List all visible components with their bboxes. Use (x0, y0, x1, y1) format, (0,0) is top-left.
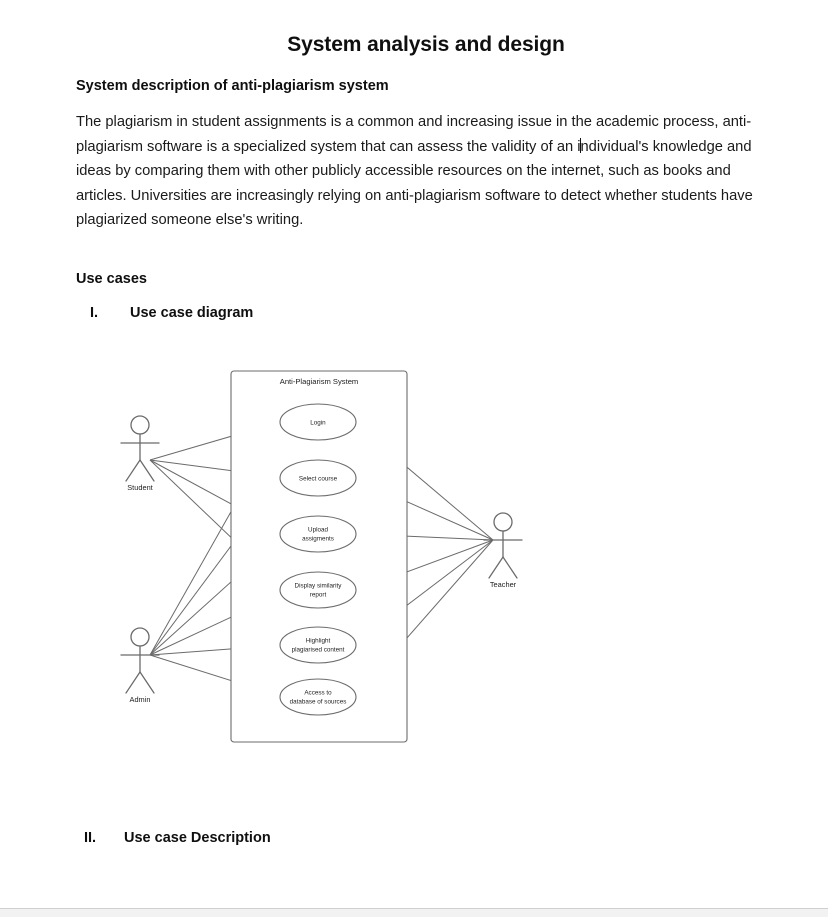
heading-use-case-diagram (90, 305, 410, 325)
heading-use-case-description (84, 830, 424, 850)
use-case-diagram (108, 362, 538, 752)
actor-teacher[interactable] (484, 513, 522, 589)
actor-admin[interactable] (121, 628, 159, 704)
actor-label-admin: Admin (129, 695, 151, 704)
actor-head-icon (494, 513, 512, 531)
actor-label-teacher: Teacher (489, 580, 517, 589)
actor-head-icon (131, 416, 149, 434)
heading-number-ii: II. (84, 830, 97, 846)
page-title: System analysis and design (287, 33, 565, 56)
heading-number-i: I. (90, 305, 99, 321)
paragraph-text-before-caret: The plagiarism in student assignments is a common and increasing issue in the academic process, anti-plagiarism software is a specialized system that can assess the validity of an i (76, 114, 752, 155)
actor-label-student: Student (127, 483, 153, 492)
ellipse-shape (280, 572, 356, 608)
ellipse-shape (280, 516, 356, 552)
use-case-ellipse-access-to-database-of-sources[interactable] (280, 679, 356, 715)
section-heading-use-cases: Use cases (76, 271, 147, 287)
section-heading-system-description: System description of anti-plagiarism system (76, 78, 389, 94)
use-case-label-upload-line2: assigments (302, 535, 334, 543)
use-case-label-access-line2: database of sources (289, 698, 347, 706)
use-case-label-upload-line1: Upload (308, 526, 328, 534)
use-case-label-highlight-line2: plagiarised content (291, 646, 345, 654)
actor-student[interactable] (121, 416, 159, 492)
use-case-ellipse-display-similarity-report[interactable] (280, 572, 356, 608)
ellipse-shape (280, 679, 356, 715)
body-paragraph (76, 110, 770, 233)
ellipse-shape (280, 627, 356, 663)
use-case-label-report-line1: Display similarity (294, 582, 342, 590)
actor-leg-left (126, 460, 140, 481)
paragraph-text-after-caret: ndividual's knowledge and ideas by comparing them with other publicly accessible resources on the internet, such as books and articles. Universities are increasingly relying on anti-plagiarism software to detect whether students have plagiarized someone else's writing. (76, 138, 753, 228)
use-case-ellipse-select-course[interactable] (280, 460, 356, 496)
use-case-label-access-line1: Access to (304, 689, 332, 697)
system-boundary-label: Anti-Plagiarism System (279, 377, 359, 386)
actor-leg-right (140, 672, 154, 693)
actor-leg-left (489, 557, 503, 578)
actor-leg-left (126, 672, 140, 693)
use-case-ellipse-upload-assigments[interactable] (280, 516, 356, 552)
use-case-label-highlight-line1: Highlight (305, 637, 331, 645)
use-case-label-login: Login (310, 419, 326, 427)
use-case-label-select-course: Select course (298, 475, 338, 483)
actor-head-icon (131, 628, 149, 646)
actor-leg-right (503, 557, 517, 578)
heading-label-use-case-diagram: Use case diagram (130, 305, 254, 321)
use-case-ellipse-highlight-plagiarised-content[interactable] (280, 627, 356, 663)
actor-leg-right (140, 460, 154, 481)
page-bottom-edge (0, 908, 828, 917)
use-case-ellipse-login[interactable] (280, 404, 356, 440)
heading-label-use-case-description: Use case Description (124, 830, 271, 846)
use-case-label-report-line2: report (309, 591, 327, 599)
